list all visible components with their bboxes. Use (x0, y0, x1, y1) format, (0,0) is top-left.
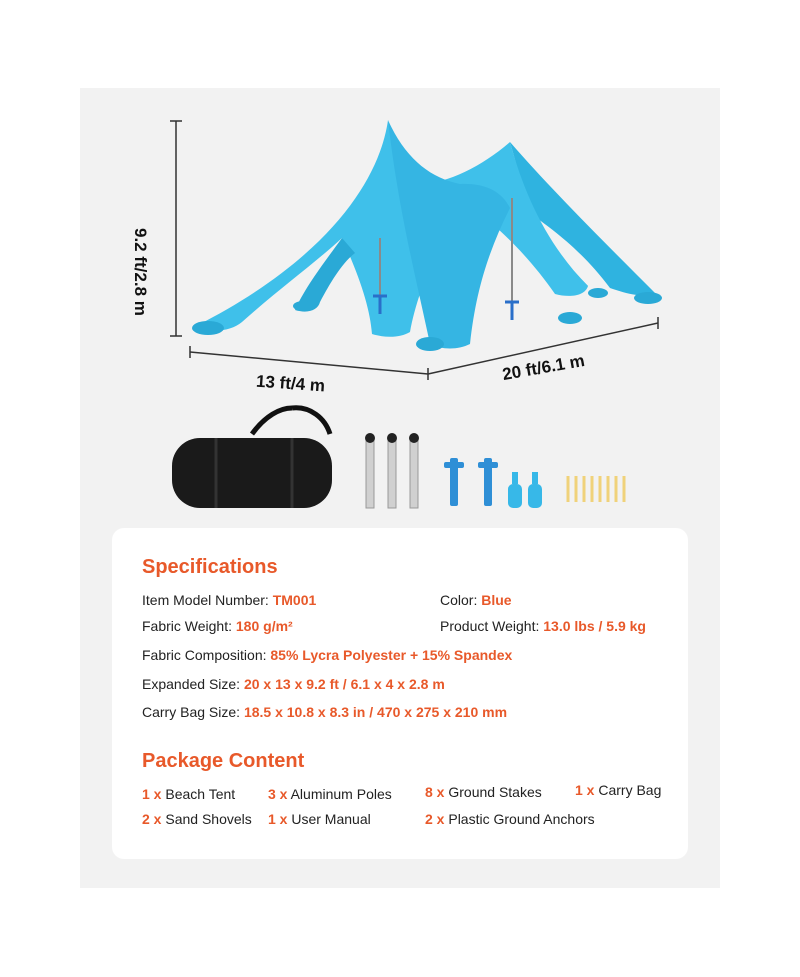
aluminum-poles (365, 433, 419, 508)
product-illustration (80, 88, 720, 528)
package-item: 1 x User Manual (268, 811, 371, 827)
depth-dimension-label: 20 ft/6.1 m (500, 350, 587, 385)
spec-value: TM001 (272, 592, 317, 608)
width-dimension-label: 13 ft/4 m (255, 371, 326, 396)
spec-value: 13.0 lbs / 5.9 kg (543, 618, 646, 634)
specifications-heading: Specifications (142, 556, 278, 578)
spec-expanded-size (142, 676, 445, 692)
spec-label: Carry Bag Size: (142, 704, 241, 720)
spec-value: Blue (481, 592, 512, 608)
spec-label: Fabric Composition: (142, 647, 267, 663)
package-item: 1 x Beach Tent (142, 786, 236, 802)
spec-color (440, 592, 512, 608)
package-item: 2 x Plastic Ground Anchors (425, 811, 595, 827)
product-panel (80, 88, 720, 888)
spec-label: Product Weight: (440, 618, 540, 634)
spec-value: 180 g/m² (235, 618, 293, 634)
spec-product-weight (440, 618, 646, 634)
spec-label: Expanded Size: (142, 676, 241, 692)
spec-card (112, 528, 688, 859)
height-dimension-label: 9.2 ft/2.8 m (131, 228, 150, 316)
spec-value: 20 x 13 x 9.2 ft / 6.1 x 4 x 2.8 m (243, 676, 445, 692)
spec-label: Fabric Weight: (142, 618, 232, 634)
spec-label: Item Model Number: (142, 592, 269, 608)
spec-model (142, 592, 316, 608)
spec-value: 18.5 x 10.8 x 8.3 in / 470 x 275 x 210 mm (243, 704, 508, 720)
spec-composition (142, 647, 512, 663)
spec-label: Color: (440, 592, 478, 608)
package-item: 2 x Sand Shovels (142, 811, 252, 827)
spec-value: 85% Lycra Polyester + 15% Spandex (270, 647, 513, 663)
tent-illustration (80, 88, 720, 528)
spec-fabric-weight (142, 618, 293, 634)
package-item: 8 x Ground Stakes (425, 784, 542, 800)
ground-stakes (568, 476, 624, 502)
spec-bag-size (142, 704, 507, 720)
package-item: 3 x Aluminum Poles (268, 786, 392, 802)
ground-anchors (444, 458, 498, 506)
sand-shovels (508, 472, 542, 508)
tent-canopy (196, 120, 588, 337)
package-item: 1 x Carry Bag (575, 782, 662, 798)
package-content-heading: Package Content (142, 750, 305, 772)
carry-bag (172, 408, 332, 508)
